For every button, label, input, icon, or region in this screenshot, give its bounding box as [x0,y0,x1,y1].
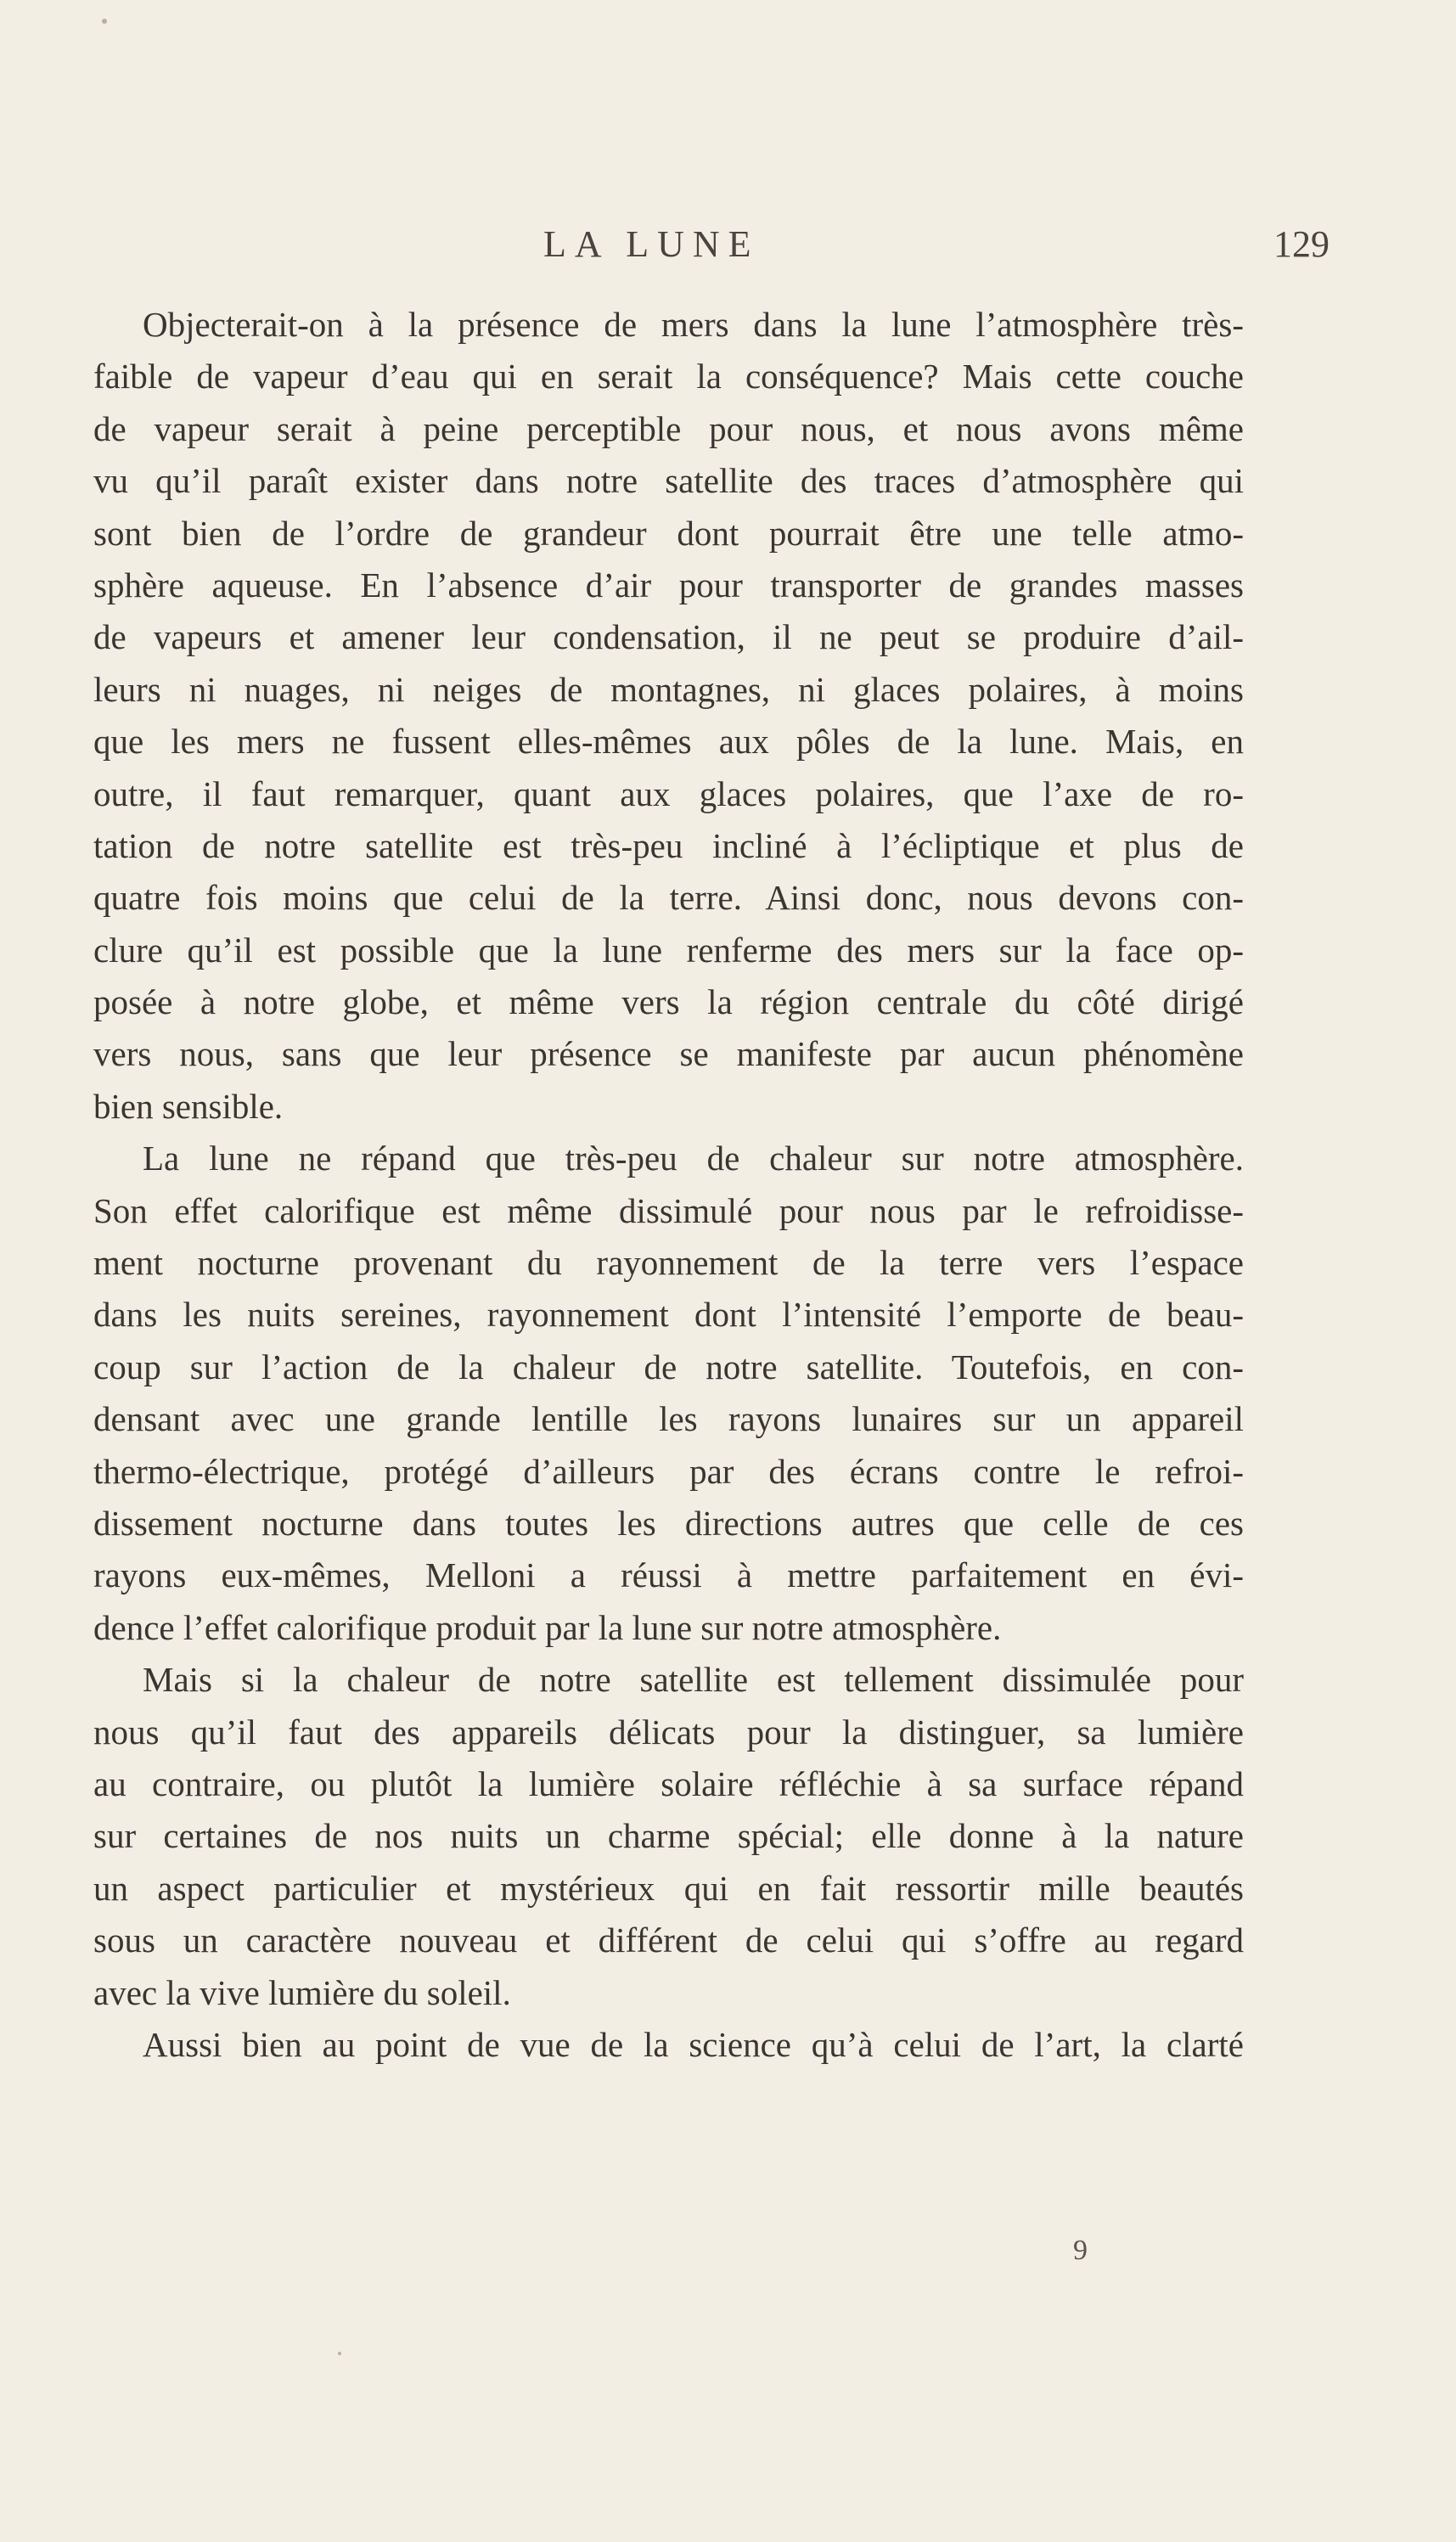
running-head: LA LUNE [543,223,760,265]
signature-mark: 9 [1073,2235,1088,2266]
text-line: Aussi bien au point de vue de la science qu’à celui de l’art, la clarté [143,2024,1244,2064]
text-line: Son effet calorifique est même dissimulé pour nous par le refroidisse- [93,1190,1244,1230]
text-line: dence l’effet calorifique produit par la lune sur notre atmosphère. [93,1607,1002,1647]
page-number: 129 [1273,223,1330,265]
text-line: leurs ni nuages, ni neiges de montagnes, ni glaces polaires, à moins [93,669,1244,709]
text-line: rayons eux-mêmes, Melloni a réussi à mettre parfaitement en évi- [93,1555,1244,1595]
text-line: thermo-électrique, protégé d’ailleurs par des écrans contre le refroi- [93,1451,1244,1491]
text-line: vers nous, sans que leur présence se manifeste par aucun phénomène [93,1034,1244,1074]
text-line: nous qu’il faut des appareils délicats pour la distinguer, sa lumière [93,1712,1244,1752]
text-line: outre, il faut remarquer, quant aux glaces polaires, que l’axe de ro- [93,773,1244,813]
text-line: clure qu’il est possible que la lune renferme des mers sur la face op- [93,930,1244,970]
text-line: quatre fois moins que celui de la terre. Ainsi donc, nous devons con- [93,878,1244,918]
text-line: sous un caractère nouveau et différent de celui qui s’offre au regard [93,1921,1244,1960]
text-line: tation de notre satellite est très-peu incliné à l’écliptique et plus de [93,825,1244,865]
text-line: de vapeurs et amener leur condensation, il ne peut se produire d’ail- [93,617,1244,657]
text-line: dans les nuits sereines, rayonnement dont l’intensité l’emporte de beau- [93,1295,1244,1335]
text-line: Objecterait-on à la présence de mers dans la lune l’atmosphère très- [143,305,1244,344]
text-line: La lune ne répand que très-peu de chaleur sur notre atmosphère. [143,1139,1244,1178]
text-line: un aspect particulier et mystérieux qui en fait ressortir mille beautés [93,1868,1244,1908]
text-line: dissement nocturne dans toutes les directions autres que celle de ces [93,1503,1244,1543]
paper-speck [102,19,107,24]
text-line: sur certaines de nos nuits un charme spécial; elle donne à la nature [93,1816,1244,1856]
text-line: bien sensible. [93,1086,284,1126]
text-line: avec la vive lumière du soleil. [93,1972,511,2012]
text-line: posée à notre globe, et même vers la région centrale du côté dirigé [93,982,1244,1022]
text-line: sont bien de l’ordre de grandeur dont pourrait être une telle atmo- [93,513,1244,553]
text-line: faible de vapeur d’eau qui en serait la conséquence? Mais cette couche [93,357,1244,396]
text-line: de vapeur serait à peine perceptible pour nous, et nous avons même [93,408,1244,448]
text-line: sphère aqueuse. En l’absence d’air pour transporter de grandes masses [93,565,1244,605]
text-line: ment nocturne provenant du rayonnement de la terre vers l’espace [93,1243,1244,1283]
text-line: coup sur l’action de la chaleur de notre satellite. Toutefois, en con- [93,1347,1244,1386]
paper-speck [338,2352,341,2355]
text-line: au contraire, ou plutôt la lumière solaire réfléchie à sa surface répand [93,1763,1244,1803]
text-line: vu qu’il paraît exister dans notre satellite des traces d’atmosphère qui [93,461,1244,501]
page-header [0,222,1456,273]
text-line: Mais si la chaleur de notre satellite est tellement dissimulée pour [143,1660,1244,1700]
text-line: que les mers ne fussent elles-mêmes aux pôles de la lune. Mais, en [93,722,1244,762]
text-line: densant avec une grande lentille les rayons lunaires sur un appareil [93,1399,1244,1439]
body-text [93,299,1244,2071]
